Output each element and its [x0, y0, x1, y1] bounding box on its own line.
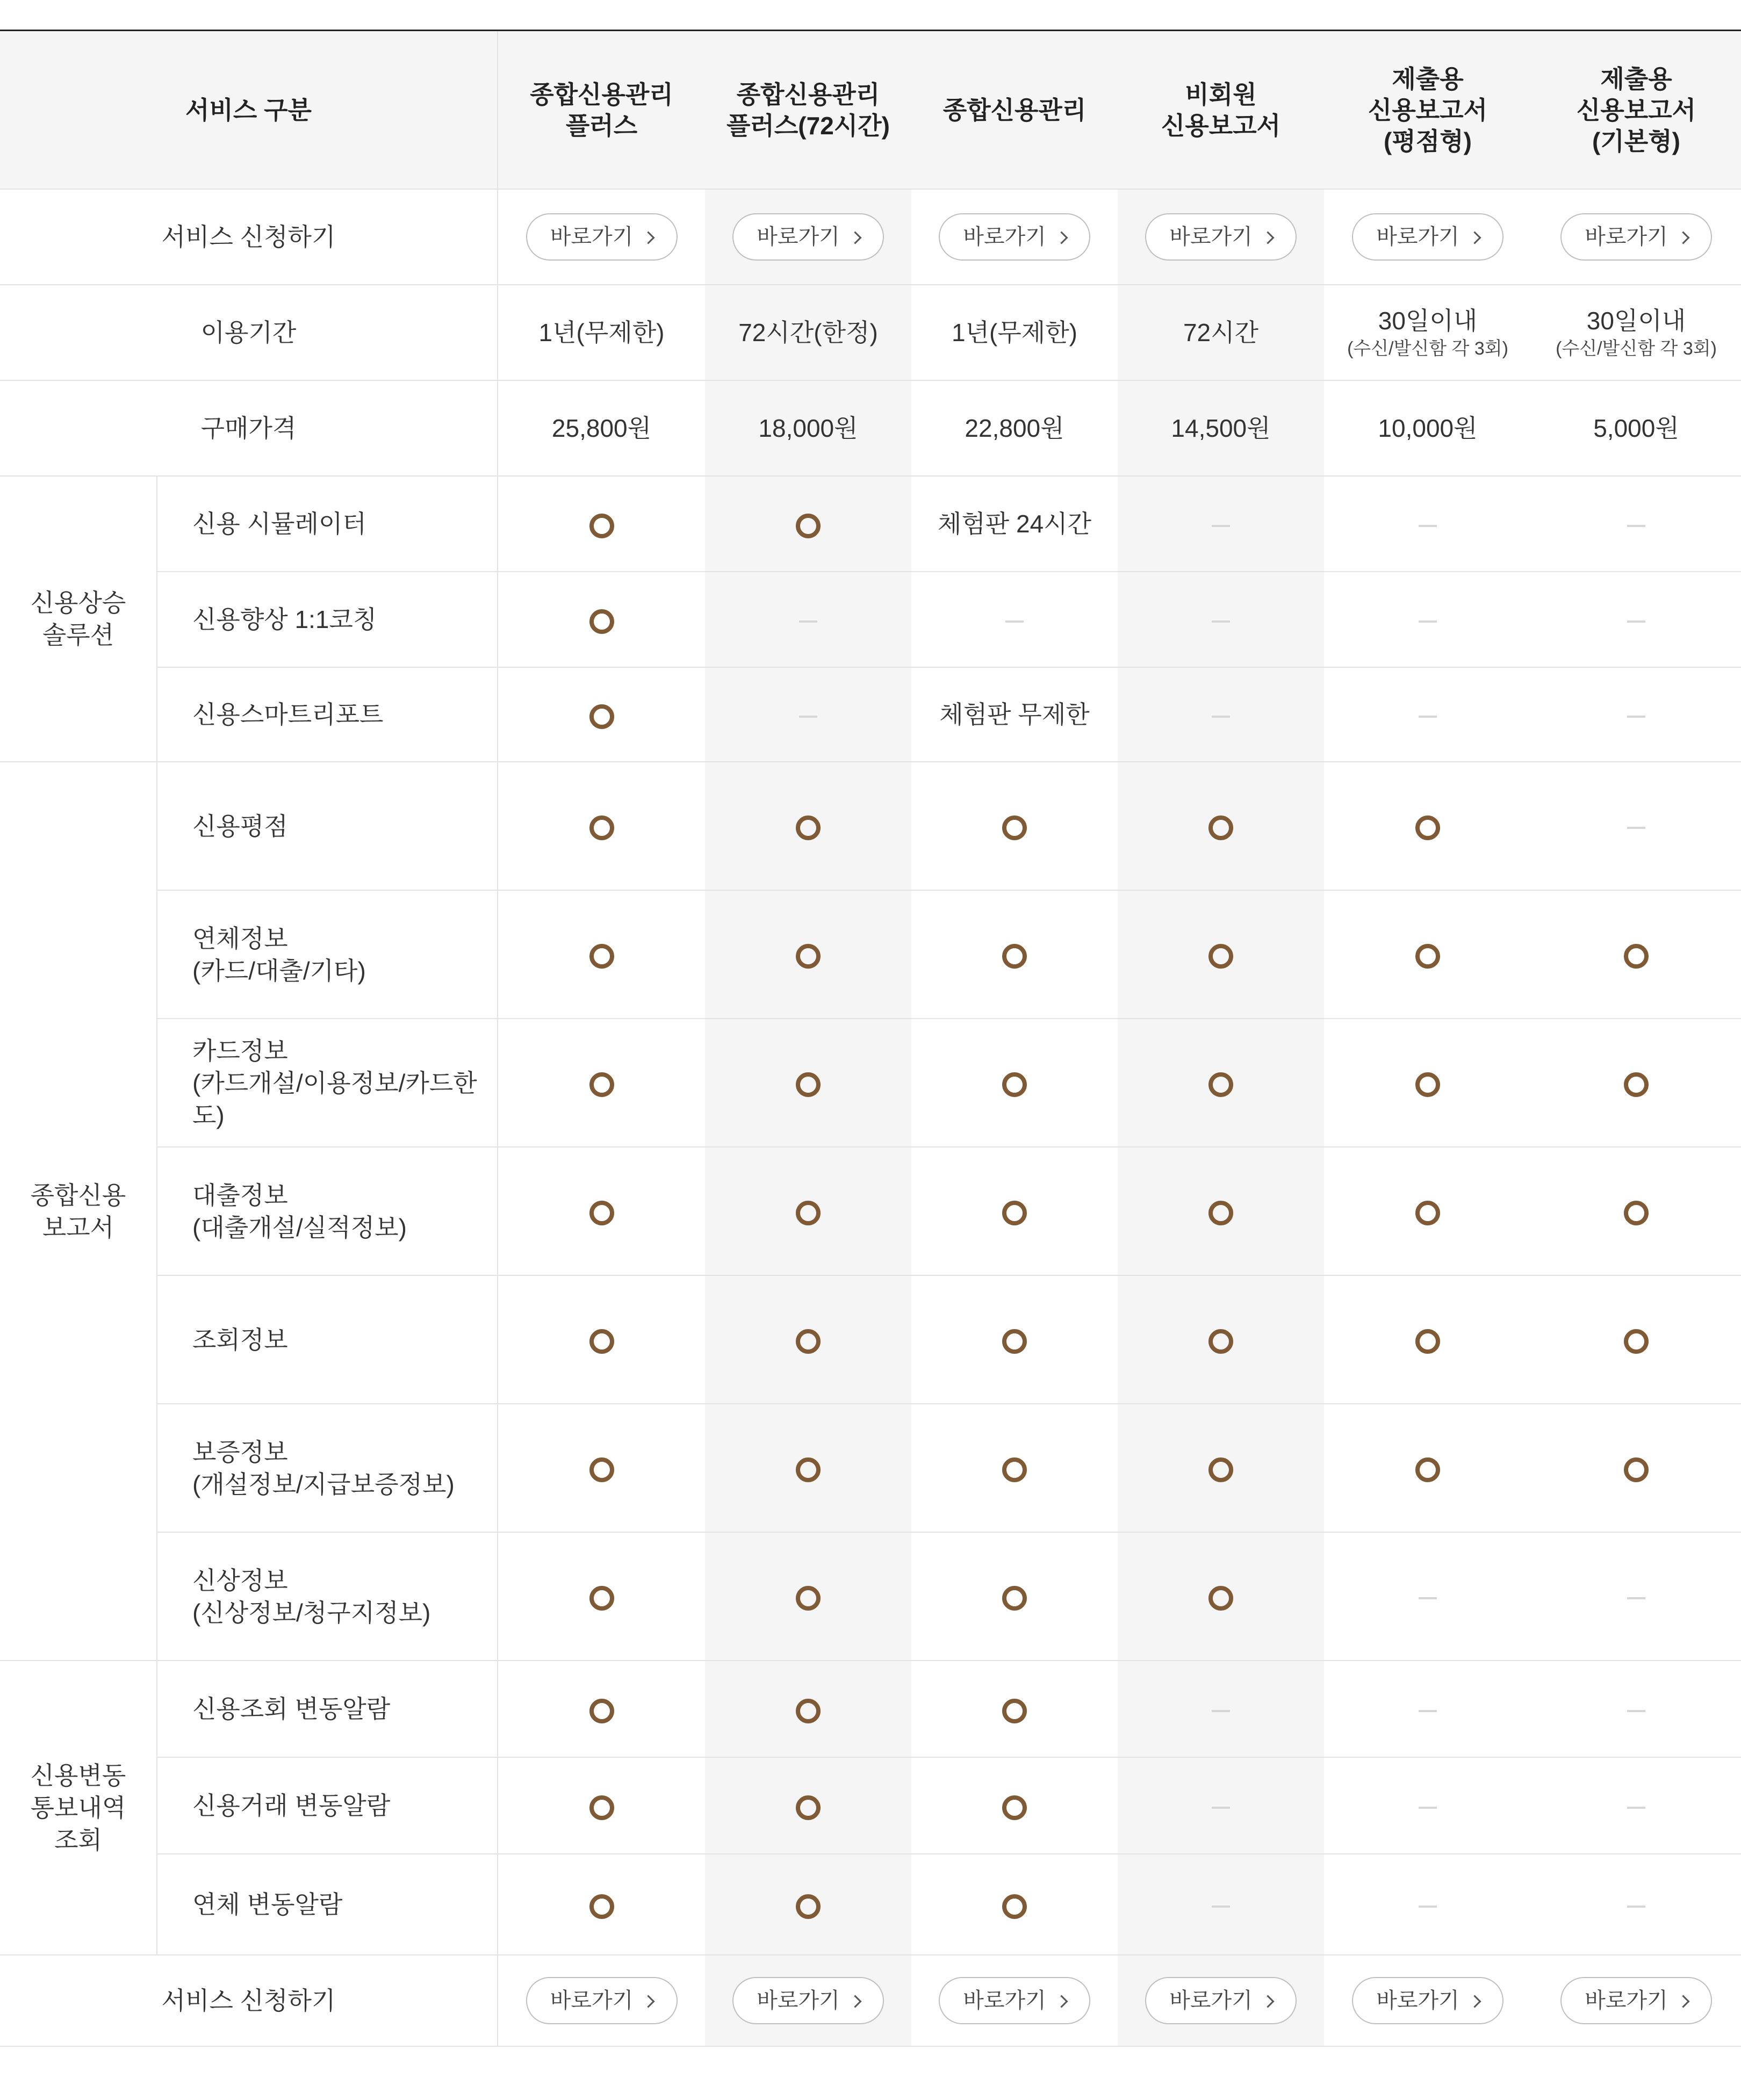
chevron-right-icon: [848, 231, 861, 244]
feature-cell: [1118, 1661, 1324, 1757]
feature-row: [0, 572, 1741, 667]
feature-cell: [1531, 1757, 1741, 1854]
feature-label: 연체 변동알람: [157, 1854, 498, 1955]
period-sub: (수신/발신함 각 3회): [1556, 338, 1717, 359]
feature-cell: [1531, 476, 1741, 572]
price-value: 18,000원: [705, 380, 911, 476]
feature-row: [0, 1661, 1741, 1757]
feature-cell: [911, 572, 1118, 667]
feature-cell: [1324, 476, 1531, 572]
circle-check-icon: [1002, 1894, 1027, 1919]
feature-cell: [705, 1404, 911, 1532]
feature-row: [0, 1757, 1741, 1854]
feature-cell: [498, 667, 705, 762]
feature-cell: [1531, 1019, 1741, 1147]
feature-row: [0, 667, 1741, 762]
dash-icon: [1212, 525, 1230, 527]
feature-row: [0, 1019, 1741, 1147]
dash-icon: [1419, 620, 1437, 623]
dash-icon: [1212, 1710, 1230, 1712]
feature-cell: [498, 1661, 705, 1757]
circle-check-icon: [1208, 1457, 1233, 1482]
feature-row: [0, 890, 1741, 1019]
go-button-label: 바로가기: [757, 1989, 840, 2012]
go-button[interactable]: [1145, 1977, 1297, 2024]
circle-check-icon: [796, 1072, 821, 1097]
go-button[interactable]: [939, 1977, 1090, 2024]
feature-label: 신용 시뮬레이터: [157, 476, 498, 572]
circle-check-icon: [589, 514, 614, 538]
feature-cell: [1531, 1147, 1741, 1275]
go-button[interactable]: [1352, 213, 1503, 261]
circle-check-icon: [589, 1586, 614, 1611]
feature-cell: [498, 890, 705, 1019]
circle-check-icon: [1415, 1072, 1440, 1097]
circle-check-icon: [796, 1586, 821, 1611]
feature-cell: [1324, 890, 1531, 1019]
period-main: 72시간: [1183, 319, 1259, 347]
header-col: 제출용 신용보고서 (기본형): [1531, 31, 1741, 189]
go-button-label: 바로가기: [757, 225, 840, 249]
feature-cell: [705, 1854, 911, 1955]
dash-icon: [1419, 1597, 1437, 1599]
circle-check-icon: [1624, 1329, 1649, 1354]
circle-check-icon: [589, 944, 614, 969]
feature-cell: [1531, 1275, 1741, 1404]
feature-row: [0, 762, 1741, 890]
feature-cell: [1531, 1532, 1741, 1661]
feature-cell: [498, 572, 705, 667]
chevron-right-icon: [1677, 1995, 1689, 2008]
go-button-label: 바로가기: [550, 1989, 634, 2012]
go-button-label: 바로가기: [1376, 225, 1459, 249]
chevron-right-icon: [1468, 1995, 1481, 2008]
price-value: 25,800원: [498, 380, 705, 476]
feature-cell: [498, 1532, 705, 1661]
feature-cell: [1531, 1404, 1741, 1532]
dash-icon: [1419, 525, 1437, 527]
feature-cell: [1118, 1404, 1324, 1532]
go-button-label: 바로가기: [1169, 1989, 1253, 2012]
dash-icon: [1212, 1807, 1230, 1809]
price-value: 14,500원: [1118, 380, 1324, 476]
feature-cell: [1118, 890, 1324, 1019]
header-col: 비회원 신용보고서: [1118, 31, 1324, 189]
circle-check-icon: [589, 704, 614, 729]
circle-check-icon: [589, 1329, 614, 1354]
feature-cell: [498, 1275, 705, 1404]
apply-cell: [498, 1955, 705, 2046]
feature-cell: [1324, 1854, 1531, 1955]
circle-check-icon: [589, 816, 614, 840]
dash-icon: [1627, 827, 1645, 829]
feature-cell: [498, 1757, 705, 1854]
feature-row: [0, 1854, 1741, 1955]
feature-cell: [705, 890, 911, 1019]
apply-cell: [705, 189, 911, 285]
feature-cell: [705, 667, 911, 762]
circle-check-icon: [589, 1072, 614, 1097]
feature-cell: 체험판 24시간: [911, 476, 1118, 572]
go-button-label: 바로가기: [550, 225, 634, 249]
period-row: [0, 285, 1741, 380]
header-row: [0, 31, 1741, 189]
apply-cell: [1531, 189, 1741, 285]
feature-cell: [1324, 1019, 1531, 1147]
feature-label: 카드정보 (카드개설/이용정보/카드한도): [157, 1019, 498, 1147]
footer-apply-row: [0, 1955, 1741, 2046]
go-button-label: 바로가기: [1585, 1989, 1668, 2012]
feature-cell: [911, 1757, 1118, 1854]
feature-label: 신용스마트리포트: [157, 667, 498, 762]
feature-cell: [705, 1757, 911, 1854]
circle-check-icon: [1002, 1329, 1027, 1354]
feature-row: [0, 1147, 1741, 1275]
circle-check-icon: [796, 1699, 821, 1723]
circle-check-icon: [1415, 816, 1440, 840]
feature-cell: [1324, 1275, 1531, 1404]
circle-check-icon: [796, 816, 821, 840]
go-button[interactable]: [1560, 213, 1712, 261]
dash-icon: [1419, 1710, 1437, 1712]
go-button-label: 바로가기: [963, 1989, 1046, 2012]
period-main: 1년(무제한): [538, 319, 665, 347]
feature-label: 신용거래 변동알람: [157, 1757, 498, 1854]
header-col: 종합신용관리 플러스: [498, 31, 705, 189]
feature-label: 대출정보 (대출개설/실적정보): [157, 1147, 498, 1275]
feature-cell: [1118, 762, 1324, 890]
feature-cell: [1118, 1757, 1324, 1854]
feature-cell: [705, 1532, 911, 1661]
circle-check-icon: [796, 1329, 821, 1354]
circle-check-icon: [1624, 1201, 1649, 1225]
circle-check-icon: [1002, 1072, 1027, 1097]
feature-label: 신상정보 (신상정보/청구지정보): [157, 1532, 498, 1661]
feature-cell: [1324, 1404, 1531, 1532]
period-sub: (수신/발신함 각 3회): [1347, 338, 1508, 359]
dash-icon: [1627, 1906, 1645, 1908]
dash-icon: [1627, 525, 1645, 527]
feature-cell: [911, 762, 1118, 890]
price-value: 5,000원: [1531, 380, 1741, 476]
apply-cell: [498, 189, 705, 285]
apply-cell: [1118, 1955, 1324, 2046]
circle-check-icon: [1002, 1699, 1027, 1723]
feature-cell: [911, 1661, 1118, 1757]
circle-check-icon: [796, 944, 821, 969]
chevron-right-icon: [848, 1995, 861, 2008]
apply-cell: [911, 189, 1118, 285]
feature-cell: [911, 1404, 1118, 1532]
go-button[interactable]: [526, 1977, 678, 2024]
feature-cell: [1118, 667, 1324, 762]
circle-check-icon: [1415, 1201, 1440, 1225]
feature-cell: [1118, 572, 1324, 667]
feature-cell: [1531, 667, 1741, 762]
feature-cell: [1531, 1854, 1741, 1955]
price-value: 22,800원: [911, 380, 1118, 476]
feature-cell: [911, 890, 1118, 1019]
go-button-label: 바로가기: [1376, 1989, 1459, 2012]
feature-cell: [911, 1854, 1118, 1955]
period-main: 72시간(한정): [738, 319, 878, 347]
go-button[interactable]: [1145, 213, 1297, 261]
category-label: 종합신용 보고서: [0, 762, 157, 1661]
period-value: [1118, 285, 1324, 380]
circle-check-icon: [1208, 944, 1233, 969]
dash-icon: [1627, 1807, 1645, 1809]
feature-cell: [911, 1532, 1118, 1661]
price-label: 구매가격: [0, 380, 498, 476]
circle-check-icon: [589, 1699, 614, 1723]
feature-cell: [1531, 572, 1741, 667]
dash-icon: [1005, 620, 1024, 623]
circle-check-icon: [796, 1795, 821, 1820]
feature-cell: [1324, 1757, 1531, 1854]
chevron-right-icon: [1261, 1995, 1274, 2008]
circle-check-icon: [589, 1894, 614, 1919]
dash-icon: [1419, 1807, 1437, 1809]
apply-cell: [1324, 189, 1531, 285]
feature-row: [0, 1275, 1741, 1404]
feature-cell: [705, 1147, 911, 1275]
circle-check-icon: [589, 1457, 614, 1482]
footer-apply-row-label: 서비스 신청하기: [0, 1955, 498, 2046]
feature-cell: [1531, 1661, 1741, 1757]
go-button[interactable]: [1352, 1977, 1503, 2024]
price-value: 10,000원: [1324, 380, 1531, 476]
dash-icon: [799, 716, 817, 718]
feature-cell: [705, 1661, 911, 1757]
circle-check-icon: [1415, 1457, 1440, 1482]
circle-check-icon: [1002, 1586, 1027, 1611]
header-col: 종합신용관리 플러스(72시간): [705, 31, 911, 189]
feature-row: [0, 1532, 1741, 1661]
feature-cell: [1324, 1147, 1531, 1275]
feature-cell: [1118, 1532, 1324, 1661]
circle-check-icon: [1002, 1201, 1027, 1225]
dash-icon: [1419, 1906, 1437, 1908]
period-value: [911, 285, 1118, 380]
dash-icon: [1627, 716, 1645, 718]
category-label: 신용상승 솔루션: [0, 476, 157, 762]
period-value: [1531, 285, 1741, 380]
circle-check-icon: [1624, 944, 1649, 969]
dash-icon: [1212, 1906, 1230, 1908]
feature-cell: [705, 762, 911, 890]
feature-row: [0, 476, 1741, 572]
feature-cell: [498, 762, 705, 890]
go-button-label: 바로가기: [963, 225, 1046, 249]
feature-cell: [1324, 1532, 1531, 1661]
apply-cell: [1118, 189, 1324, 285]
go-button-label: 바로가기: [1169, 225, 1253, 249]
feature-cell: [705, 1275, 911, 1404]
period-value: [498, 285, 705, 380]
header-service-label: 서비스 구분: [0, 31, 498, 189]
price-row: [0, 380, 1741, 476]
circle-check-icon: [1002, 1457, 1027, 1482]
feature-label: 보증정보 (개설정보/지급보증정보): [157, 1404, 498, 1532]
dash-icon: [1212, 620, 1230, 623]
feature-label: 조회정보: [157, 1275, 498, 1404]
go-button[interactable]: [526, 213, 678, 261]
feature-cell: [1118, 1147, 1324, 1275]
chevron-right-icon: [1055, 1995, 1068, 2008]
apply-cell: [911, 1955, 1118, 2046]
feature-cell: 체험판 무제한: [911, 667, 1118, 762]
feature-cell: [911, 1147, 1118, 1275]
feature-cell: [498, 1019, 705, 1147]
circle-check-icon: [1624, 1072, 1649, 1097]
feature-cell: [1324, 667, 1531, 762]
circle-check-icon: [1415, 944, 1440, 969]
go-button[interactable]: [939, 213, 1090, 261]
feature-label: 연체정보 (카드/대출/기타): [157, 890, 498, 1019]
dash-icon: [1212, 716, 1230, 718]
feature-cell: [1118, 1854, 1324, 1955]
circle-check-icon: [1415, 1329, 1440, 1354]
chevron-right-icon: [1468, 231, 1481, 244]
circle-check-icon: [796, 1894, 821, 1919]
period-value: [705, 285, 911, 380]
feature-cell: [498, 1147, 705, 1275]
feature-label: 신용향상 1:1코칭: [157, 572, 498, 667]
feature-cell: [1118, 1275, 1324, 1404]
apply-cell: [1531, 1955, 1741, 2046]
feature-label: 신용조회 변동알람: [157, 1661, 498, 1757]
feature-cell: [498, 1854, 705, 1955]
circle-check-icon: [589, 609, 614, 634]
feature-cell: [705, 476, 911, 572]
apply-cell: [705, 1955, 911, 2046]
feature-cell: [1324, 572, 1531, 667]
circle-check-icon: [1002, 944, 1027, 969]
feature-cell: [1118, 1019, 1324, 1147]
period-label: 이용기간: [0, 285, 498, 380]
feature-cell: [1118, 476, 1324, 572]
period-main: 1년(무제한): [952, 319, 1077, 347]
dash-icon: [1627, 1710, 1645, 1712]
circle-check-icon: [589, 1795, 614, 1820]
period-main: 30일이내: [1378, 307, 1478, 335]
period-value: [1324, 285, 1531, 380]
dash-icon: [1627, 620, 1645, 623]
circle-check-icon: [1208, 1329, 1233, 1354]
feature-cell: [498, 476, 705, 572]
go-button[interactable]: [1560, 1977, 1712, 2024]
dash-icon: [1419, 716, 1437, 718]
header-col: 제출용 신용보고서 (평점형): [1324, 31, 1531, 189]
chevron-right-icon: [1261, 231, 1274, 244]
feature-label: 신용평점: [157, 762, 498, 890]
circle-check-icon: [589, 1201, 614, 1225]
apply-row-label: 서비스 신청하기: [0, 189, 498, 285]
apply-cell: [1324, 1955, 1531, 2046]
go-button-label: 바로가기: [1585, 225, 1668, 249]
feature-cell: [1324, 1661, 1531, 1757]
circle-check-icon: [1208, 1201, 1233, 1225]
feature-cell: [705, 1019, 911, 1147]
chevron-right-icon: [642, 1995, 655, 2008]
header-col: 종합신용관리: [911, 31, 1118, 189]
circle-check-icon: [1002, 816, 1027, 840]
chevron-right-icon: [1055, 231, 1068, 244]
chevron-right-icon: [642, 231, 655, 244]
feature-cell: [1324, 762, 1531, 890]
service-comparison-table: [0, 31, 1741, 2047]
circle-check-icon: [796, 1457, 821, 1482]
feature-cell: [498, 1404, 705, 1532]
feature-cell: [911, 1019, 1118, 1147]
circle-check-icon: [1208, 1586, 1233, 1611]
circle-check-icon: [1002, 1795, 1027, 1820]
chevron-right-icon: [1677, 231, 1689, 244]
circle-check-icon: [796, 1201, 821, 1225]
circle-check-icon: [1208, 1072, 1233, 1097]
circle-check-icon: [796, 514, 821, 538]
circle-check-icon: [1208, 816, 1233, 840]
go-button[interactable]: [732, 213, 884, 261]
feature-cell: [911, 1275, 1118, 1404]
period-main: 30일이내: [1586, 307, 1686, 335]
dash-icon: [1627, 1597, 1645, 1599]
go-button[interactable]: [732, 1977, 884, 2024]
circle-check-icon: [1624, 1457, 1649, 1482]
feature-cell: [1531, 762, 1741, 890]
apply-row: [0, 189, 1741, 285]
feature-row: [0, 1404, 1741, 1532]
feature-cell: [705, 572, 911, 667]
dash-icon: [799, 620, 817, 623]
feature-cell: [1531, 890, 1741, 1019]
category-label: 신용변동 통보내역 조회: [0, 1661, 157, 1955]
